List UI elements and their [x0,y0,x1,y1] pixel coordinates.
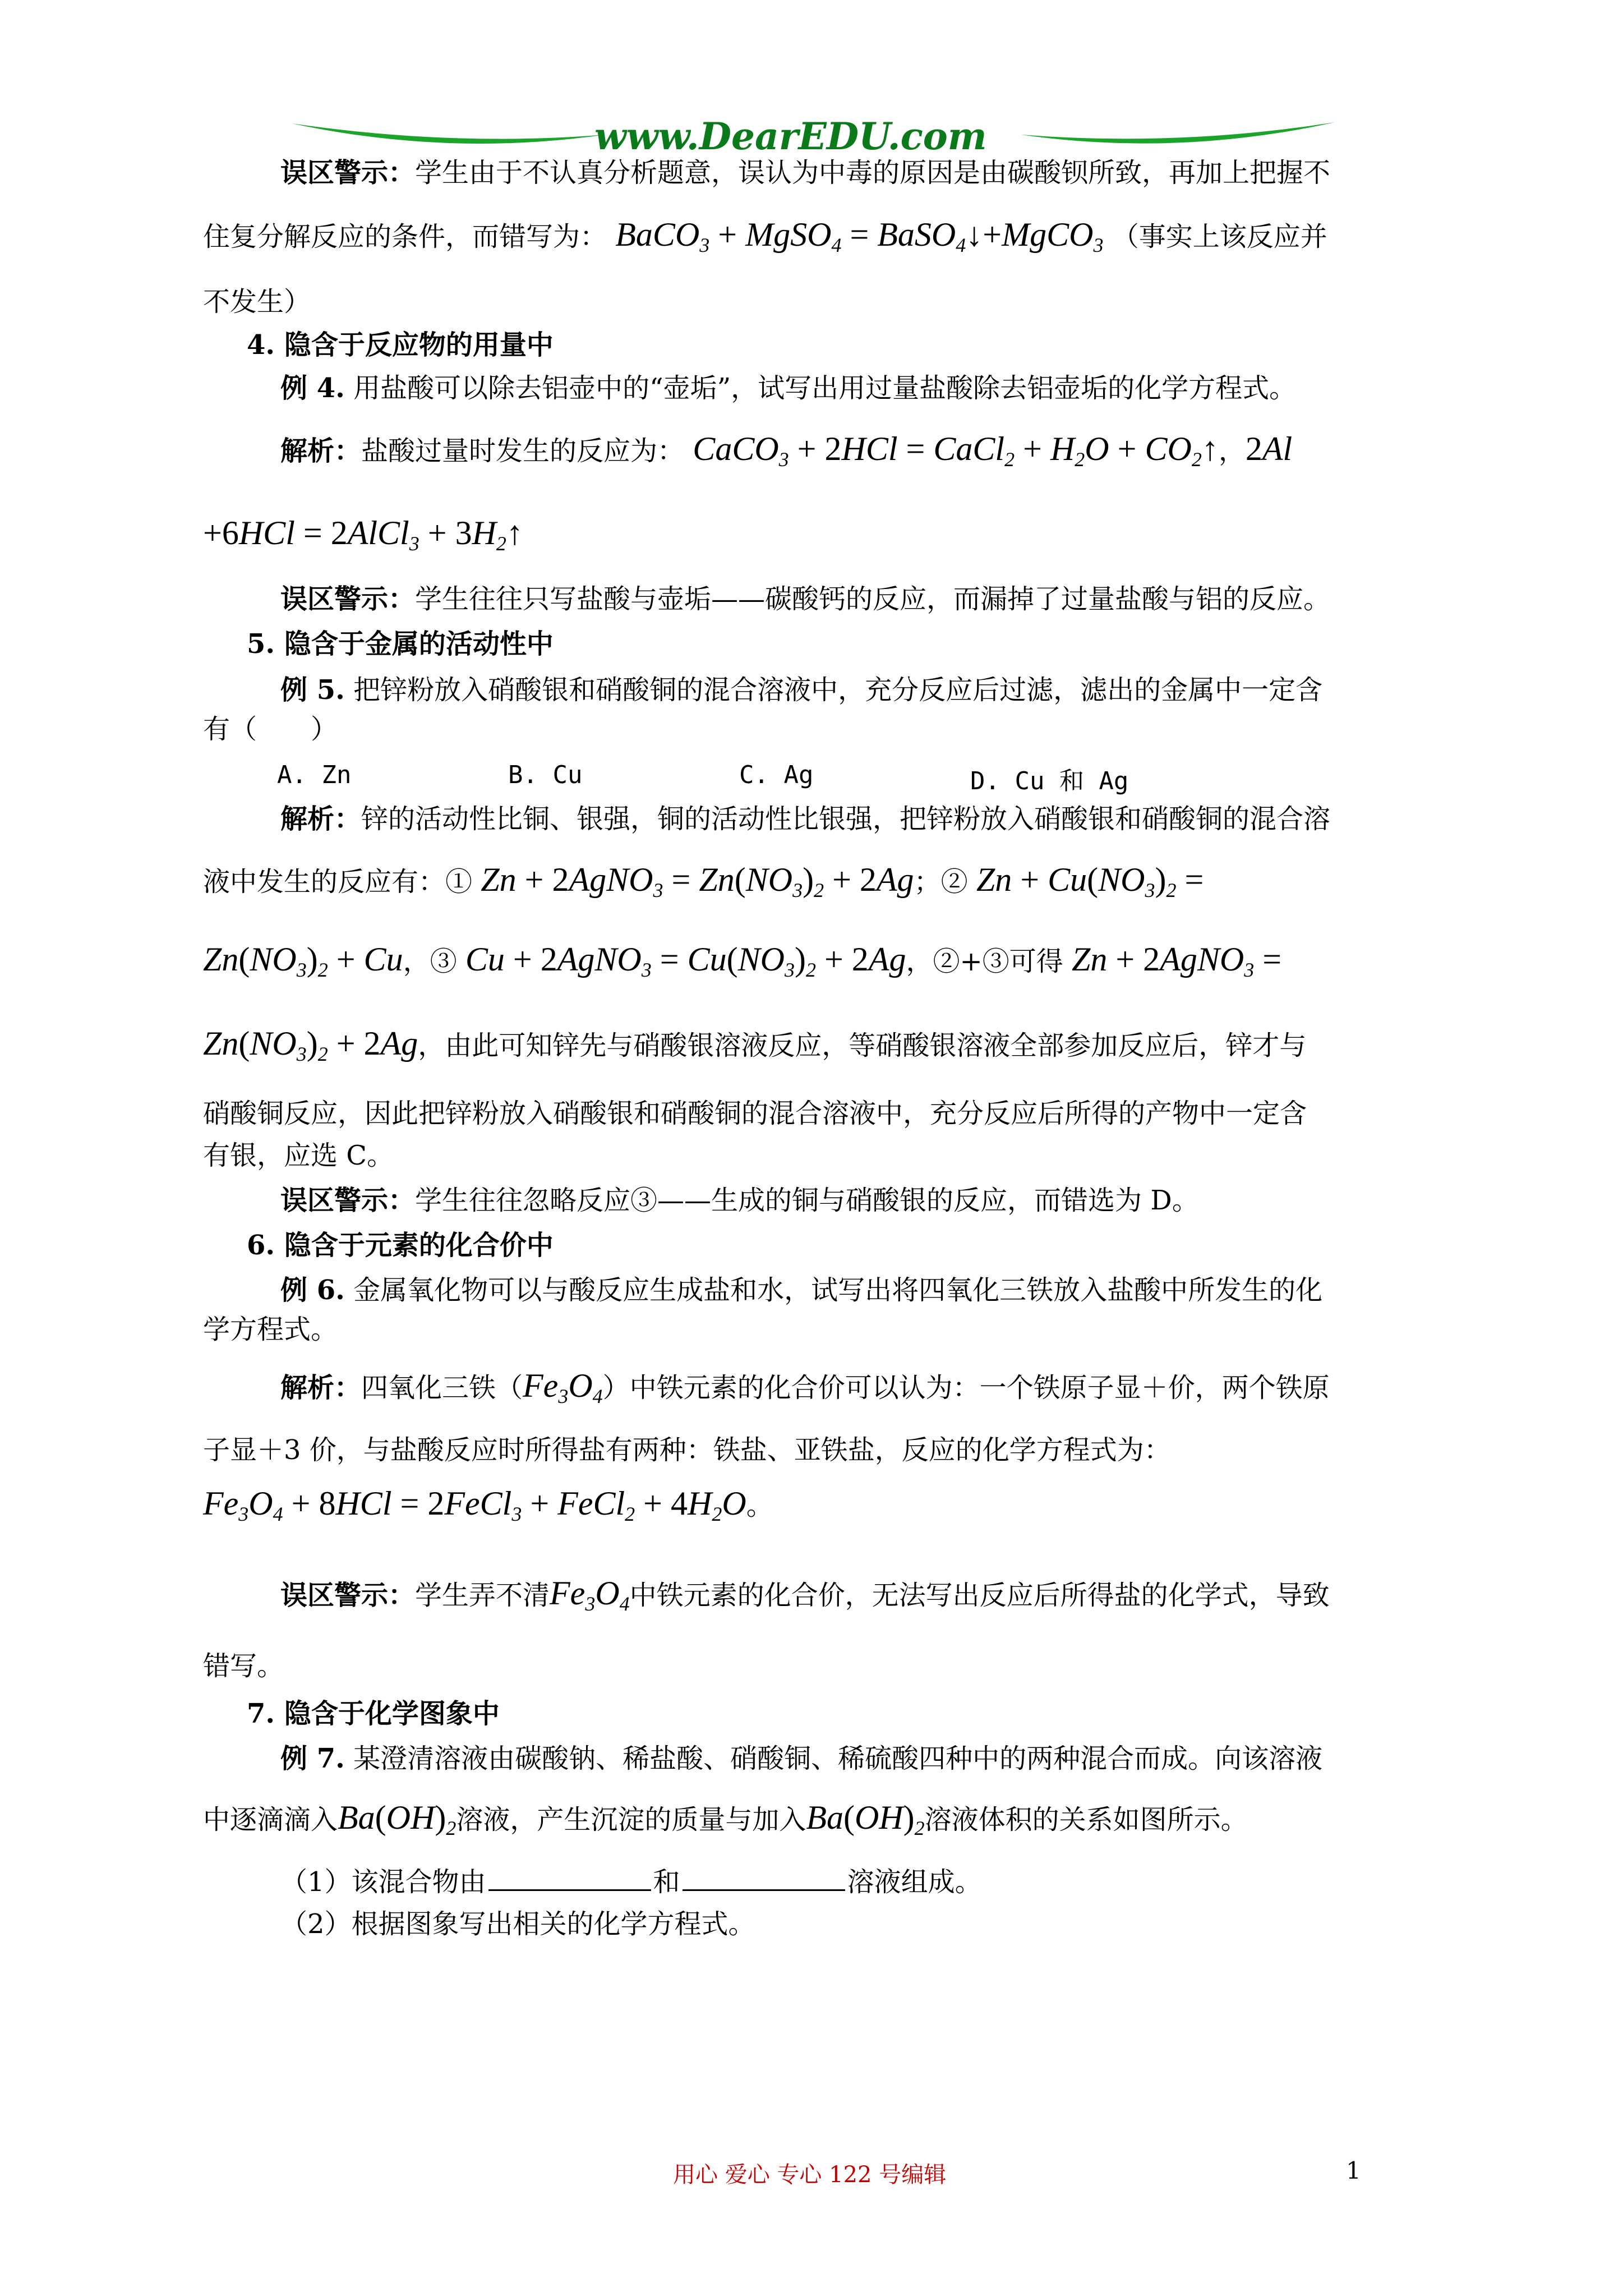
warning-label: 误区警示： [280,1580,416,1611]
analysis-label: 解析： [280,803,362,835]
text: 溶液体积的关系如图所示。 [924,1804,1248,1835]
warning-paragraph [280,156,1330,190]
analysis-label: 解析： [280,1372,362,1404]
question-1 [280,1865,982,1899]
equation: $Zn(NO_3)_2 + 2Ag$ [203,1025,418,1065]
section-heading: 6. 隐含于元素的化合价中 [247,1230,554,1261]
example-label: 例 6. [280,1274,345,1306]
example-label: 例 4. [280,372,345,404]
text-line [203,1025,1307,1065]
text: （事实上该反应并 [1112,221,1327,252]
text-line: 学方程式。 [203,1314,338,1345]
text: 中铁元素的化合价，无法写出反应后所得盐的化学式，导致 [629,1580,1330,1611]
text: 学生往往忽略反应③——生成的铜与硝酸银的反应，而错选为 D。 [415,1185,1199,1216]
equation: $Zn + Cu(NO_3)_2$ = [976,861,1204,901]
choice-a: A. Zn [277,761,352,789]
equation-line [203,514,523,555]
warning-text: 学生由于不认真分析题意，误认为中毒的原因是由碳酸钡所致，再加上把握不 [415,157,1331,188]
text-line: 有（ ） [203,714,338,745]
section-heading: 4. 隐含于反应物的用量中 [247,329,554,361]
choice-b: B. Cu [508,761,583,789]
text-line [203,218,1327,254]
analysis-line [280,1369,1330,1405]
equation: Cu + 2AgNO$_3$ = $Cu(NO_3)_2 + 2Ag$ [465,941,906,981]
text-line [203,863,1204,899]
text: 溶液，产生沉淀的质量与加入 [456,1804,806,1835]
answer-blank-1[interactable] [488,1867,651,1891]
text: 金属氧化物可以与酸反应生成盐和水，试写出将四氧化三铁放入盐酸中所发生的化 [353,1274,1323,1306]
text: 住复分解反应的条件，而错写为： [203,221,607,252]
text-line: 不发生） [203,286,311,318]
circled-number: ② [940,866,968,898]
text: ）中铁元素的化合价可以认为：一个铁原子显＋价，两个铁原 [602,1372,1330,1404]
equation: $Fe_3O_4 + 8HCl$ = 2FeCl$_3$ + FeCl$_2$ + $4H_2O$ [203,1485,746,1525]
text: （1）该混合物由 [280,1866,486,1898]
text: ， [403,946,430,977]
example-line [280,673,1322,707]
equation: Zn + 2AgNO$_3$ = $Zn(NO_3)_2 + 2Ag$ [481,861,914,901]
analysis-line: 解析：盐酸过量时发生的反应为： CaCO$_3$ + 2HCl = CaCl$_2$ + $H_2O$ + $CO_2↑$，2Al [280,430,1293,471]
circled-number: ③ [430,946,457,977]
choice-d: D. Cu 和 Ag [970,767,1129,795]
text: ； [914,866,941,898]
text: 中逐滴滴入 [203,1804,338,1835]
text: ②+③可得 [933,946,1063,977]
text: 把锌粉放入硝酸银和硝酸铜的混合溶液中，充分反应后过滤，滤出的金属中一定含 [353,674,1323,706]
text: 锌的活动性比铜、银强，铜的活动性比银强，把锌粉放入硝酸银和硝酸铜的混合溶 [361,803,1331,835]
text-line: 硝酸铜反应，因此把锌粉放入硝酸银和硝酸铜的混合溶液中，充分反应后所得的产物中一定含 [203,1098,1307,1129]
equation: +6HCl = 2AlCl$_3$ + $3H_2↑$ [203,514,523,555]
example-label: 例 7. [280,1743,345,1774]
text: 溶液组成。 [847,1866,982,1898]
text-line: 子显＋3 价，与盐酸反应时所得盐有两种：铁盐、亚铁盐，反应的化学方程式为： [203,1434,1171,1466]
text: ，由此可知锌先与硝酸银溶液反应，等硝酸银溶液全部参加反应后，锌才与 [418,1030,1307,1061]
text-line: 有银，应选 C。 [203,1140,394,1171]
warning-line [280,1184,1199,1217]
equation: BaCO$_3$ + MgSO$_4$ = BaSO$_4$↓+MgCO$_3$ [615,216,1104,256]
green-swoosh-left [292,112,606,163]
warning-line [280,582,1330,616]
circled-number: ① [445,866,473,898]
equation: $Fe_3O_4$ [550,1575,630,1615]
header-logo [292,112,1335,163]
text-line [203,1801,1248,1837]
equation: CaCO$_3$ + 2HCl = CaCl$_2$ + $H_2O$ + $CO_2↑$ [693,430,1219,471]
warning-label: 误区警示： [280,1185,416,1216]
equation-line [203,1485,773,1525]
example-line [280,1742,1322,1775]
choice-c: C. Ag [739,761,814,789]
warning-line [280,1575,1330,1615]
text: 。 [746,1490,773,1521]
section-heading: 7. 隐含于化学图象中 [247,1698,500,1729]
equation: Zn + 2AgNO$_3$ = [1071,941,1282,981]
footer-credit: 用心 爱心 专心 122 号编辑 [673,2162,947,2188]
question-2: （2）根据图象写出相关的化学方程式。 [280,1908,755,1940]
example-line [280,371,1296,405]
text: 液中发生的反应有： [203,866,446,898]
equation: $Ba(OH)_2$ [806,1799,925,1839]
text: 某澄清溶液由碳酸钠、稀盐酸、硝酸铜、稀硫酸四种中的两种混合而成。向该溶液 [353,1743,1323,1774]
example-line [280,1273,1322,1307]
text: 学生弄不清 [415,1580,550,1611]
text: 和 [653,1866,680,1898]
page-number: 1 [1346,2157,1361,2184]
equation: $Zn(NO_3)_2 + Cu$ [203,941,403,981]
analysis-line [280,802,1330,836]
equation: $Ba(OH)_2$ [338,1799,457,1839]
text: 用盐酸可以除去铝壶中的“壶垢”，试写出用过量盐酸除去铝壶垢的化学方程式。 [353,372,1297,404]
warning-label: 误区警示： [280,583,416,615]
equation: 2Al [1245,430,1293,467]
text: ， [906,946,933,977]
warning-label: 误区警示： [280,157,416,188]
example-label: 例 5. [280,674,345,706]
analysis-label: 解析： [280,435,362,467]
green-swoosh-right [1021,112,1335,163]
text-line [203,941,1282,981]
equation: $Fe_3O_4$ [523,1367,603,1407]
logo-text: www.DearEDU.com [594,114,987,158]
text-line: 错写。 [203,1650,284,1682]
text: 学生往往只写盐酸与壶垢——碳酸钙的反应，而漏掉了过量盐酸与铝的反应。 [415,583,1331,615]
text: 盐酸过量时发生的反应为： [361,435,685,467]
answer-blank-2[interactable] [683,1867,845,1891]
text: 四氧化三铁（ [361,1372,523,1404]
section-heading: 5. 隐含于金属的活动性中 [247,628,554,660]
